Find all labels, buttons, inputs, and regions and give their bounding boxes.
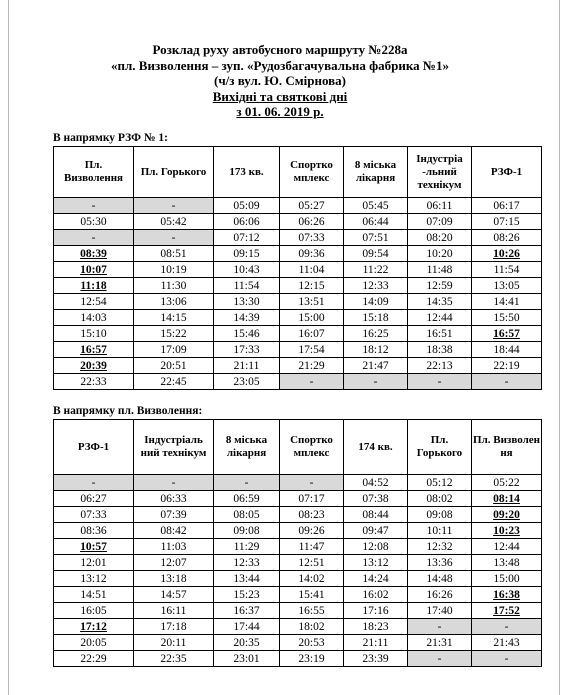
departure-time-cell: 13:44 (214, 571, 280, 587)
departure-time-cell: 08:02 (408, 491, 472, 507)
departure-time-cell: 17:40 (408, 603, 472, 619)
column-header-1: РЗФ-1 (54, 420, 134, 475)
header-effective-date: з 01. 06. 2019 р. (236, 104, 324, 119)
departure-time-cell: 07:38 (344, 491, 408, 507)
departure-time-cell: 09:26 (280, 523, 344, 539)
table-row (54, 539, 542, 555)
departure-time-cell: 20:51 (134, 358, 214, 374)
departure-time-cell: 06:59 (214, 491, 280, 507)
departure-time-cell: 18:44 (472, 342, 542, 358)
departure-time-cell: 20:05 (54, 635, 134, 651)
departure-time-cell: 14:51 (54, 587, 134, 603)
departure-time-cell: 21:29 (280, 358, 344, 374)
departure-time-cell: 16:38 (472, 587, 542, 603)
departure-time-cell: 11:04 (280, 262, 344, 278)
departure-time-cell: 09:15 (214, 246, 280, 262)
departure-time-cell: 07:51 (344, 230, 408, 246)
table-row (54, 278, 542, 294)
departure-time-cell: 17:16 (344, 603, 408, 619)
departure-time-cell: 13:36 (408, 555, 472, 571)
departure-time-cell: 12:08 (344, 539, 408, 555)
departure-time-cell: - (280, 475, 344, 491)
table-row (54, 214, 542, 230)
departure-time-cell: 14:02 (280, 571, 344, 587)
departure-time-cell: 06:26 (280, 214, 344, 230)
departure-time-cell: 12:59 (408, 278, 472, 294)
table-row (54, 635, 542, 651)
column-header-3: 8 міська лікарня (214, 420, 280, 475)
departure-time-cell: 15:10 (54, 326, 134, 342)
column-header-3: 173 кв. (214, 147, 280, 198)
departure-time-cell: 16:11 (134, 603, 214, 619)
departure-time-cell: 21:31 (408, 635, 472, 651)
departure-time-cell: 11:54 (214, 278, 280, 294)
departure-time-cell: 21:11 (344, 635, 408, 651)
table-row (54, 326, 542, 342)
departure-time-cell: 12:07 (134, 555, 214, 571)
departure-time-cell: 16:26 (408, 587, 472, 603)
departure-time-cell: 08:39 (54, 246, 134, 262)
departure-time-cell: 18:12 (344, 342, 408, 358)
column-header-5: 8 міська лікарня (344, 147, 408, 198)
table-row (54, 619, 542, 635)
departure-time-cell: 10:43 (214, 262, 280, 278)
departure-time-cell: 05:27 (280, 198, 344, 214)
departure-time-cell: 11:30 (134, 278, 214, 294)
departure-time-cell: 10:19 (134, 262, 214, 278)
column-header-6: Індустрiа -льний технікум (408, 147, 472, 198)
table-row (54, 523, 542, 539)
departure-time-cell: 22:33 (54, 374, 134, 390)
departure-time-cell: 08:05 (214, 507, 280, 523)
header-route-via: (ч/з вул. Ю. Смірнова) (213, 73, 347, 88)
departure-time-cell: 11:54 (472, 262, 542, 278)
page-left-edge (8, 0, 9, 695)
column-header-2: Індустріаль ний технікум (134, 420, 214, 475)
departure-time-cell: 15:41 (280, 587, 344, 603)
departure-time-cell: 14:03 (54, 310, 134, 326)
departure-time-cell: 12:15 (280, 278, 344, 294)
table-row (54, 491, 542, 507)
departure-time-cell: 13:48 (472, 555, 542, 571)
departure-time-cell: - (472, 651, 542, 667)
departure-time-cell: 09:36 (280, 246, 344, 262)
departure-time-cell: 17:09 (134, 342, 214, 358)
departure-time-cell: 07:33 (54, 507, 134, 523)
departure-time-cell: 22:19 (472, 358, 542, 374)
departure-time-cell: 22:13 (408, 358, 472, 374)
departure-time-cell: 17:12 (54, 619, 134, 635)
column-header-1: Пл. Визволення (54, 147, 134, 198)
departure-time-cell: 05:12 (408, 475, 472, 491)
departure-time-cell: 12:32 (408, 539, 472, 555)
table-row (54, 342, 542, 358)
departure-time-cell: 15:50 (472, 310, 542, 326)
departure-time-cell: 10:26 (472, 246, 542, 262)
departure-time-cell: 08:42 (134, 523, 214, 539)
column-header-6: Пл. Горького (408, 420, 472, 475)
departure-time-cell: - (280, 374, 344, 390)
departure-time-cell: 14:24 (344, 571, 408, 587)
departure-time-cell: 07:17 (280, 491, 344, 507)
departure-time-cell: 21:43 (472, 635, 542, 651)
table-row (54, 246, 542, 262)
departure-time-cell: 14:09 (344, 294, 408, 310)
departure-time-cell: 14:57 (134, 587, 214, 603)
departure-time-cell: 22:29 (54, 651, 134, 667)
table-row (54, 294, 542, 310)
departure-time-cell: 13:05 (472, 278, 542, 294)
departure-time-cell: 04:52 (344, 475, 408, 491)
departure-time-cell: 21:11 (214, 358, 280, 374)
departure-time-cell: 11:18 (54, 278, 134, 294)
departure-time-cell: 15:00 (280, 310, 344, 326)
departure-time-cell: 16:05 (54, 603, 134, 619)
departure-time-cell: 11:47 (280, 539, 344, 555)
departure-time-cell: 16:51 (408, 326, 472, 342)
column-header-2: Пл. Горького (134, 147, 214, 198)
departure-time-cell: 20:11 (134, 635, 214, 651)
departure-time-cell: 08:20 (408, 230, 472, 246)
departure-time-cell: - (54, 230, 134, 246)
departure-time-cell: 20:35 (214, 635, 280, 651)
column-header-4: Спортко мплекс (280, 147, 344, 198)
departure-time-cell: 22:45 (134, 374, 214, 390)
departure-time-cell: 17:33 (214, 342, 280, 358)
column-header-4: Спортко мплекс (280, 420, 344, 475)
table-row (54, 571, 542, 587)
departure-time-cell: 10:11 (408, 523, 472, 539)
timetable-direction-1 (53, 146, 542, 390)
table-row (54, 358, 542, 374)
departure-time-cell: 09:20 (472, 507, 542, 523)
departure-time-cell: 12:54 (54, 294, 134, 310)
departure-time-cell: 07:09 (408, 214, 472, 230)
departure-time-cell: 14:39 (214, 310, 280, 326)
departure-time-cell: 17:44 (214, 619, 280, 635)
table-row (54, 555, 542, 571)
departure-time-cell: 06:17 (472, 198, 542, 214)
departure-time-cell: 12:51 (280, 555, 344, 571)
departure-time-cell: 18:23 (344, 619, 408, 635)
departure-time-cell: 13:12 (344, 555, 408, 571)
departure-time-cell: 10:07 (54, 262, 134, 278)
departure-time-cell: 08:26 (472, 230, 542, 246)
departure-time-cell: 11:22 (344, 262, 408, 278)
departure-time-cell: - (54, 198, 134, 214)
departure-time-cell: 18:38 (408, 342, 472, 358)
timetable-direction-2 (53, 419, 542, 667)
departure-time-cell: 12:44 (408, 310, 472, 326)
departure-time-cell: 09:08 (214, 523, 280, 539)
departure-time-cell: 05:45 (344, 198, 408, 214)
departure-time-cell: 08:44 (344, 507, 408, 523)
departure-time-cell: 08:14 (472, 491, 542, 507)
table-row (54, 310, 542, 326)
table-row (54, 507, 542, 523)
departure-time-cell: 12:44 (472, 539, 542, 555)
departure-time-cell: 11:48 (408, 262, 472, 278)
departure-time-cell: 07:39 (134, 507, 214, 523)
departure-time-cell: 16:57 (472, 326, 542, 342)
table-row (54, 374, 542, 390)
departure-time-cell: 15:18 (344, 310, 408, 326)
departure-time-cell: 16:57 (54, 342, 134, 358)
departure-time-cell: - (54, 475, 134, 491)
departure-time-cell: 07:15 (472, 214, 542, 230)
departure-time-cell: 09:54 (344, 246, 408, 262)
column-header-5: 174 кв. (344, 420, 408, 475)
departure-time-cell: 16:55 (280, 603, 344, 619)
departure-time-cell: - (134, 230, 214, 246)
departure-time-cell: 23:05 (214, 374, 280, 390)
departure-time-cell: 18:02 (280, 619, 344, 635)
table-row (54, 198, 542, 214)
page-right-edge (559, 0, 560, 695)
departure-time-cell: 06:44 (344, 214, 408, 230)
departure-time-cell: - (472, 619, 542, 635)
departure-time-cell: 08:23 (280, 507, 344, 523)
departure-time-cell: 05:09 (214, 198, 280, 214)
departure-time-cell: 05:42 (134, 214, 214, 230)
schedule-header (60, 42, 500, 120)
departure-time-cell: 07:12 (214, 230, 280, 246)
departure-time-cell: - (214, 475, 280, 491)
departure-time-cell: 13:06 (134, 294, 214, 310)
departure-time-cell: 06:11 (408, 198, 472, 214)
departure-time-cell: 10:57 (54, 539, 134, 555)
departure-time-cell: 09:08 (408, 507, 472, 523)
table-row (54, 603, 542, 619)
departure-time-cell: 16:37 (214, 603, 280, 619)
departure-time-cell: 05:30 (54, 214, 134, 230)
table-row (54, 651, 542, 667)
departure-time-cell: 17:54 (280, 342, 344, 358)
departure-time-cell: 20:53 (280, 635, 344, 651)
departure-time-cell: 14:48 (408, 571, 472, 587)
header-route-endpoints: «пл. Визволення – зуп. «Рудозбагачувальна фабрика №1» (111, 57, 449, 73)
departure-time-cell: 12:01 (54, 555, 134, 571)
departure-time-cell: 17:52 (472, 603, 542, 619)
departure-time-cell: 11:03 (134, 539, 214, 555)
departure-time-cell: 06:06 (214, 214, 280, 230)
departure-time-cell: 05:22 (472, 475, 542, 491)
departure-time-cell: - (134, 475, 214, 491)
direction-2-title: В напрямку пл. Визволення: (53, 405, 203, 417)
column-header-7: Пл. Визволен ня (472, 420, 542, 475)
departure-time-cell: 06:27 (54, 491, 134, 507)
departure-time-cell: - (344, 374, 408, 390)
departure-time-cell: 12:33 (344, 278, 408, 294)
departure-time-cell: 10:20 (408, 246, 472, 262)
direction-1-title: В напрямку РЗФ № 1: (53, 132, 168, 144)
departure-time-cell: 15:00 (472, 571, 542, 587)
departure-time-cell: 06:33 (134, 491, 214, 507)
departure-time-cell: 15:23 (214, 587, 280, 603)
departure-time-cell: 20:39 (54, 358, 134, 374)
column-header-7: РЗФ-1 (472, 147, 542, 198)
departure-time-cell: 07:33 (280, 230, 344, 246)
departure-time-cell: 13:30 (214, 294, 280, 310)
departure-time-cell: - (408, 651, 472, 667)
table-row (54, 230, 542, 246)
departure-time-cell: 10:23 (472, 523, 542, 539)
departure-time-cell: 23:01 (214, 651, 280, 667)
departure-time-cell: 16:25 (344, 326, 408, 342)
departure-time-cell: 14:41 (472, 294, 542, 310)
departure-time-cell: - (134, 198, 214, 214)
departure-time-cell: 14:35 (408, 294, 472, 310)
departure-time-cell: 13:18 (134, 571, 214, 587)
departure-time-cell: 09:47 (344, 523, 408, 539)
departure-time-cell: 13:51 (280, 294, 344, 310)
departure-time-cell: 23:39 (344, 651, 408, 667)
departure-time-cell: 17:18 (134, 619, 214, 635)
departure-time-cell: 16:07 (280, 326, 344, 342)
table-row (54, 587, 542, 603)
departure-time-cell: 23:19 (280, 651, 344, 667)
departure-time-cell: 15:46 (214, 326, 280, 342)
departure-time-cell: 16:02 (344, 587, 408, 603)
departure-time-cell: 22:35 (134, 651, 214, 667)
departure-time-cell: 11:29 (214, 539, 280, 555)
departure-time-cell: 13:12 (54, 571, 134, 587)
table-row (54, 475, 542, 491)
departure-time-cell: - (472, 374, 542, 390)
departure-time-cell: 14:15 (134, 310, 214, 326)
table-row (54, 262, 542, 278)
header-route-title: Розклад руху автобусного маршруту №228а (152, 42, 408, 57)
departure-time-cell: 12:33 (214, 555, 280, 571)
departure-time-cell: 21:47 (344, 358, 408, 374)
departure-time-cell: 08:36 (54, 523, 134, 539)
departure-time-cell: - (408, 619, 472, 635)
departure-time-cell: - (408, 374, 472, 390)
departure-time-cell: 08:51 (134, 246, 214, 262)
departure-time-cell: 15:22 (134, 326, 214, 342)
header-day-type: Вихідні та святкові дні (212, 88, 348, 104)
